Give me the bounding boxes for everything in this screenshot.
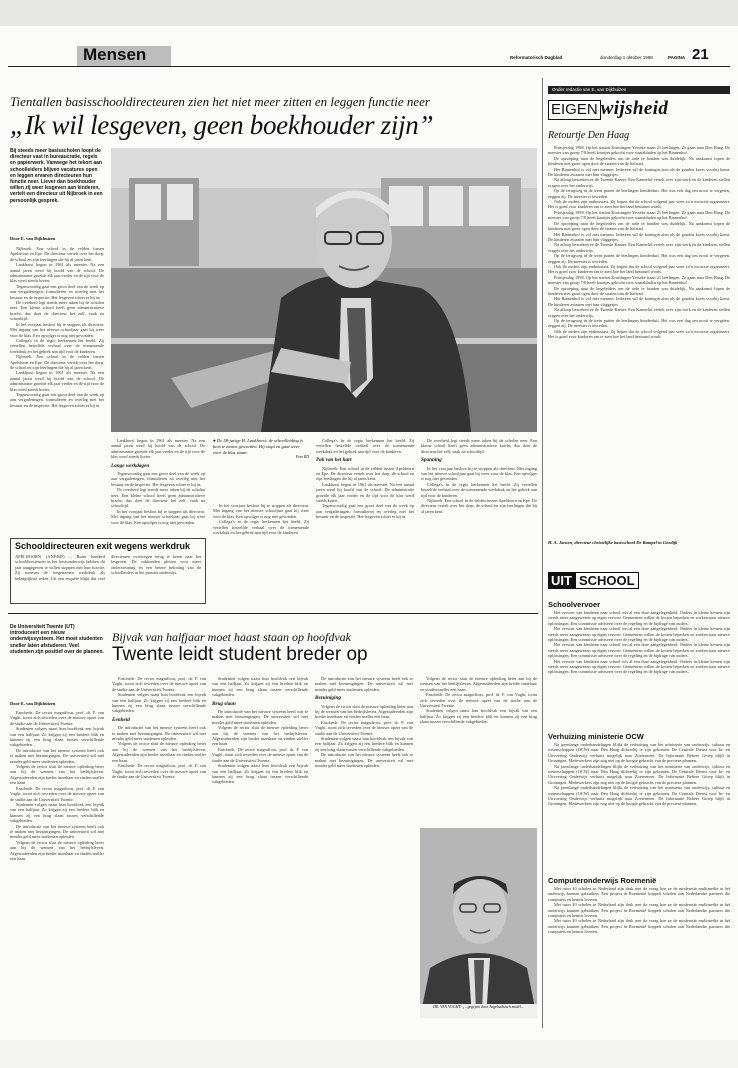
col1-para-17: Op de terugweg in de trein praten de leerlingen honderduit. Het was een dag om nooit te vergeten, zeggen zij. De meester is tevreden. xyxy=(548,318,730,329)
lead-para-5: In het voorjaar besloot hij te stoppen als directeur. Met ingang van het nieuwe schooljaar gaat hij weer voor de klas. Een opvolger is nog niet gevonden. xyxy=(10,321,104,338)
lead-para-2: Lankhorst begon in 1961 als meester. Na een aantal jaren werd hij hoofd van de school. De administratie groeide elk jaar verder en de tijd voor de klas werd steeds korter. xyxy=(10,262,104,284)
lead-para-3: Tegenwoordig gaat een groot deel van de week op aan vergaderingen, formulieren en overleg met het bestuur en de inspectie. Het lesgeven schiet er bij in. xyxy=(10,283,104,300)
second-kicker: Bijvak van halfjaar moet haast staan op hoofdvak xyxy=(112,630,351,644)
lead-col4-para-4: Tegenwoordig gaat een groot deel van de week op aan vergaderingen, formulieren en overleg met het bestuur en de inspectie. Het lesgeven schiet er bij in. xyxy=(316,503,414,520)
lead-headline: „Ik wil lesgeven, geen boekhouder zijn” xyxy=(10,110,434,140)
second-intro: De Universiteit Twente (UT) introduceert een nieuw onderwijssysteem. Het moet studenten sneller laten afstuderen. Veel studenten zijn positief over de plannen. xyxy=(10,624,104,655)
logo1-boxed: EIGEN xyxy=(548,100,601,120)
second-col1-para-6: Studenten volgen naast hun hoofdvak een bijvak van een halfjaar. Zo krijgen zij een bredere blik en kunnen zij een brug slaan tussen verschillende vakgebieden. xyxy=(10,801,104,824)
item2-para-2: Na jarenlange onderhandelingen blijkt de verhuizing van het ministerie van onderwijs, cultuur en wetenschappen (OCW) naar Den Haag dichterbij te zijn gekomen. De Centrale Dienst voor In- en Uitvoering Onderwijs verhuist mogelijk naar Zoetermeer. De Informatie Beheer Groep blijft in Groningen. Medewerkers zijn nog niet op de hoogte gebracht van de precieze plannen. xyxy=(548,763,730,785)
item1-para-4: Het vervoer van kinderen naar school wis al een dure aangelegenheid. Ouders in kleine kernen zijn steeds meer aangewezen op eigen vervoer. Gemeenten willen de kosten beperken en zoeken naar nieuwe oplossingen. Een commissie adviseert over de regeling en de bijdrage van ouders. xyxy=(548,658,730,675)
column-body xyxy=(548,145,730,535)
paper-name: Reformatorisch Dagblad xyxy=(510,55,563,60)
item3-title: Computeronderwijs Roemenië xyxy=(548,876,657,885)
second-col4-para-2: Volgens de rector sluit de nieuwe opleiding beter aan bij de wensen van het bedrijfsleven. Afgestudeerden zijn breder inzetbaar en vinden sneller een baan. xyxy=(315,703,413,720)
lead-col1 xyxy=(10,246,104,534)
col1-para-9: Het Binnenhof is vol met mensen. Iedereen wil de koningin zien als de gouden koets voorbij komt. De kinderen zwaaien met hun vlaggetjes. xyxy=(548,231,730,242)
second-col4-para-4: Studenten volgen naast hun hoofdvak een bijvak van een halfjaar. Zo krijgen zij een bredere blik en kunnen zij een brug slaan tussen verschillende vakgebieden. xyxy=(315,736,413,752)
second-col2-para-5: Enschede. De rector magnificus, prof. dr. F. van Vught, toont zich tevreden over de nieuwe opzet van de studie aan de Universiteit Twente. xyxy=(112,763,206,779)
box-text: APELDOORN (ANP/RD) – Ruim honderd schooldirecteuren in het basisonderwijs hebben dit jaar aangegeven te willen stoppen met hun functie. Zij noemen de toegenomen werkdruk als belangrijkste reden. Uit een enquête blijkt dat veel directeuren overwegen terug te keren naar het lesgeven. De vakbonden pleiten voor meer ondersteuning en een betere beloning van de schoolleiders in het primair onderwijs. xyxy=(15,554,201,581)
lead-col5-para-3: Collega's in de regio herkennen het beeld. Zij vertellen hetzelfde verhaal over de toenemende werkdruk en het gebrek aan tijd voor de kinderen. xyxy=(421,481,537,498)
masthead-rule xyxy=(8,66,730,67)
lead-para-3b: Tegenwoordig gaat een groot deel van de week op aan vergaderingen, formulieren en overleg met het bestuur en de inspectie. Het lesgeven schiet er bij in. xyxy=(10,391,104,408)
item1-title: Schoolvervoer xyxy=(548,600,601,609)
second-photo-caption: DR. VAN VUGHT: „...gegepen door Angelsaksisch model... xyxy=(420,1004,537,1018)
item2-title: Verhuizing ministerie OCW xyxy=(548,732,644,741)
second-col5-para-3: Studenten volgen naast hun hoofdvak een bijvak van een halfjaar. Zo krijgen zij een bredere blik en kunnen zij een brug slaan tussen verschillende vakgebieden. xyxy=(420,708,537,725)
logo2-rest: SCHOOL xyxy=(575,572,639,589)
lead-col4 xyxy=(316,438,414,600)
item3-para-2: Met ruim 40 scholen in Nederland zijn druk met de vraag hoe ze de modernste multimedia in het onderwijs kunnen gebruiken. Een project in Roemenië koppelt scholen aan Nederlandse partners die computers en kennis leveren. xyxy=(548,902,730,919)
lead-para-1b: Nijbroek. Een school in de velden tussen Apeldoorn en Epe. De directeur vertelt over het dorp, de school en zijn leerlingen die hij al jaren kent. xyxy=(10,354,104,370)
second-col4-para-1: De introductie van het nieuwe systeem heeft ook te maken met bezuinigingen. De universiteit wil met minder geld meer studenten opleiden. xyxy=(315,676,413,692)
subhead-brug-slaan: Brug slaan xyxy=(212,700,236,707)
second-col1-para-2: Studenten volgen naast hun hoofdvak een bijvak van een halfjaar. Zo krijgen zij een bredere blik en kunnen zij een brug slaan tussen verschillende vakgebieden. xyxy=(10,726,104,748)
item1-para-2: Het vervoer van kinderen naar school wis al een dure aangelegenheid. Ouders in kleine kernen zijn steeds meer aangewezen op eigen vervoer. Gemeenten willen de kosten beperken en zoeken naar nieuwe oplossingen. Een commissie adviseert over de regeling en de bijdrage van ouders. xyxy=(548,626,730,643)
second-col5 xyxy=(420,676,537,822)
section-title: Mensen xyxy=(83,45,147,64)
lead-para-4: De overheid legt steeds meer taken bij de scholen neer. Een kleine school heeft geen administratieve kracht, dus doet de directeur het zelf, vaak na schooltijd. xyxy=(10,300,104,322)
lead-col5-para-2: In het voorjaar besloot hij te stoppen als directeur. Met ingang van het nieuwe schooljaar gaat hij weer voor de klas. Een opvolger is nog niet gevonden. xyxy=(421,465,537,482)
logo2-boxed: UIT xyxy=(548,572,575,589)
second-col1-para-5: Enschede. De rector magnificus, prof. dr. F. van Vught, toont zich tevreden over de nieuwe opzet van de studie aan de Universiteit Twente. xyxy=(10,785,104,802)
second-col4-para-3: Enschede. De rector magnificus, prof. dr. F. van Vught, toont zich tevreden over de nieuwe opzet van de studie aan de Universiteit Twente. xyxy=(315,719,413,736)
man-portrait-image xyxy=(111,148,537,432)
second-col3-para-1: Studenten volgen naast hun hoofdvak een bijvak van een halfjaar. Zo krijgen zij een bredere blik en kunnen zij een brug slaan tussen verschillende vakgebieden. xyxy=(212,676,308,698)
uit-school-logo xyxy=(548,572,730,592)
lead-col2-para-3: De overheid legt steeds meer taken bij de scholen neer. Een kleine school heeft geen administratieve kracht, dus doet de directeur het zelf, vaak na schooltijd. xyxy=(111,487,205,509)
second-col2-para-4: Volgens de rector sluit de nieuwe opleiding beter aan bij de wensen van het bedrijfsleven. Afgestudeerden zijn breder inzetbaar en vinden sneller een baan. xyxy=(112,741,206,763)
second-col5-para-2: Enschede. De rector magnificus, prof. dr. F. van Vught, toont zich tevreden over de nieuwe opzet van de studie aan de Universiteit Twente. xyxy=(420,692,537,709)
second-col1-para-1: Enschede. De rector magnificus, prof. dr. F. van Vught, toont zich tevreden over de nieuwe opzet van de studie aan de Universiteit Twente. xyxy=(10,710,104,726)
caption-text: ● De 58-jarige H. Lankhorst: de schoolleiding is hem te zwaar geworden. Hij stopt en gaat weer voor de klas staan. xyxy=(213,438,304,455)
van-vught-portrait-image xyxy=(420,828,537,1018)
lead-col4-para-3: Lankhorst begon in 1961 als meester. Na een aantal jaren werd hij hoofd van de school. De administratie groeide elk jaar verder en de tijd voor de klas werd steeds korter. xyxy=(316,481,414,504)
col1-para-16: Na afloop bezoeken ze de Tweede Kamer. Een Kamerlid vertelt over zijn werk en de kinderen stellen vragen over het onderwijs. xyxy=(548,307,730,318)
second-col4-para-5: De introductie van het nieuwe systeem heeft ook te maken met bezuinigingen. De universiteit wil met minder geld meer studenten opleiden. xyxy=(315,752,413,769)
sidebar-tag: Onder redactie van E. van Dijkhuizen xyxy=(548,86,730,94)
col1-para-13: Prinsjesdag 1998. Op het station Kruisingen-Yerseke staan 21 leerlingen. Ze gaan naar Den Haag. De meester van groep 7/8 heeft kaartjes gekocht voor staatsbladen op het Binnenhof. xyxy=(548,274,730,286)
subhead-bezuiniging: Bezuiniging xyxy=(315,695,341,702)
lead-col5-para-1: De overheid legt steeds meer taken bij de scholen neer. Een kleine school heeft geen administratieve kracht, dus doet de directeur het zelf, vaak na schooltijd. xyxy=(421,438,537,454)
news-box xyxy=(10,538,206,604)
lead-col2-para-1: Lankhorst begon in 1961 als meester. Na een aantal jaren werd hij hoofd van de school. De administratie groeide elk jaar verder en de tijd voor de klas werd steeds korter. xyxy=(111,438,205,460)
subhead-spanning: Spanning xyxy=(421,457,442,464)
lead-col3-para-1: In het voorjaar besloot hij te stoppen als directeur. Met ingang van het nieuwe schooljaar gaat hij weer voor de klas. Een opvolger is nog niet gevonden. xyxy=(213,503,309,519)
logo1-rest: wijsheid xyxy=(600,98,669,119)
col1-para-11: Op de terugweg in de trein praten de leerlingen honderduit. Het was een dag om nooit te vergeten, zeggen zij. De meester is tevreden. xyxy=(548,253,730,264)
eigen-wijsheid-logo xyxy=(548,98,730,122)
second-col1-para-8: Volgens de rector sluit de nieuwe opleiding beter aan bij de wensen van het bedrijfsleven. Afgestudeerden zijn breder inzetbaar en vinden sneller een baan. xyxy=(10,839,104,861)
second-headline: Twente leidt student breder op xyxy=(112,644,368,665)
second-col1-para-3: De introductie van het nieuwe systeem heeft ook te maken met bezuinigingen. De universiteit wil met minder geld meer studenten opleiden. xyxy=(10,747,104,764)
second-col3-para-5: Studenten volgen naast hun hoofdvak een bijvak van een halfjaar. Zo krijgen zij een bredere blik en kunnen zij een brug slaan tussen verschillende vakgebieden. xyxy=(212,763,308,785)
lead-para-1: Nijbroek. Een school in de velden tussen Apeldoorn en Epe. De directeur vertelt over het dorp, de school en zijn leerlingen die hij al jaren kent. xyxy=(10,246,104,262)
second-col3-para-4: Enschede. De rector magnificus, prof. dr. F. van Vught, toont zich tevreden over de nieuwe opzet van de studie aan de Universiteit Twente. xyxy=(212,746,308,763)
second-byline: Door E. van Dijkhuizen xyxy=(10,701,56,706)
lead-col3 xyxy=(213,503,309,600)
lead-col5 xyxy=(421,438,537,600)
subhead-eenheid: Eenheid xyxy=(112,716,130,723)
second-col3-para-3: Volgens de rector sluit de nieuwe opleiding beter aan bij de wensen van het bedrijfsleven. Afgestudeerden zijn breder inzetbaar en vinden sneller een baan. xyxy=(212,725,308,747)
lead-col5-para-4: Nijbroek. Een school in de velden tussen Apeldoorn en Epe. De directeur vertelt over het dorp, de school en zijn leerlingen die hij al jaren kent. xyxy=(421,498,537,514)
second-col2-para-3: De introductie van het nieuwe systeem heeft ook te maken met bezuinigingen. De universiteit wil met minder geld meer studenten opleiden. xyxy=(112,725,206,742)
second-col1-para-4: Volgens de rector sluit de nieuwe opleiding beter aan bij de wensen van het bedrijfsleven. Afgestudeerden zijn breder inzetbaar en vinden sneller een baan. xyxy=(10,764,104,786)
lead-col3-para-2: Collega's in de regio herkennen het beeld. Zij vertellen hetzelfde verhaal over de toenemende werkdruk en het gebrek aan tijd voor de kinderen. xyxy=(213,519,309,536)
second-col5-para-1: Volgens de rector sluit de nieuwe opleiding beter aan bij de wensen van het bedrijfsleven. Afgestudeerden zijn breder inzetbaar en vinden sneller een baan. xyxy=(420,676,537,692)
col1-para-18: Ook de ouders zijn enthousiast. Zij hopen dat de school volgend jaar weer zo'n excursie organiseert. Het is goed voor kinderen om te zien hoe het land bestuurd wordt. xyxy=(548,328,730,340)
col1-para-4: Na afloop bezoeken ze de Tweede Kamer. Een Kamerlid vertelt over zijn werk en de kinderen stellen vragen over het onderwijs. xyxy=(548,177,730,188)
lead-byline: Door E. van Dijkhuizen xyxy=(10,236,56,241)
second-col4 xyxy=(315,676,413,1030)
second-col2-para-2: Studenten volgen naast hun hoofdvak een bijvak van een halfjaar. Zo krijgen zij een bredere blik en kunnen zij een brug slaan tussen verschillende vakgebieden. xyxy=(112,692,206,714)
col1-para-8: De oproeping naar de begeleiders om de orde te houden was duidelijk. Na aankomst lopen de kinderen met grote ogen door de straten van de hofstad. xyxy=(548,220,730,232)
item1-para-1: Het vervoer van kinderen naar school wis al een dure aangelegenheid. Ouders in kleine kernen zijn steeds meer aangewezen op eigen vervoer. Gemeenten willen de kosten beperken en zoeken naar nieuwe oplossingen. Een commissie adviseert over de regeling en de bijdrage van ouders. xyxy=(548,610,730,626)
lead-intro: Bij steeds meer basisscholen loopt de directeur vast in bureaucratie, regels en papierwerk. Vanwege het tekort aan schoolleiders blijven vacatures open en leggen ervaren directeuren hun functie neer. Liever dan boekhouder willen zij weer lesgeven aan kinderen, vertelt een directeur uit Nijbroek in een persoonlijk gesprek. xyxy=(10,148,103,204)
item3-text xyxy=(548,886,730,1018)
page-number: 21 xyxy=(692,46,709,63)
col1-para-12: Ook de ouders zijn enthousiast. Zij hopen dat de school volgend jaar weer zo'n excursie organiseert. Het is goed voor kinderen om te zien hoe het land bestuurd wordt. xyxy=(548,263,730,275)
item3-para-1: Met ruim 40 scholen in Nederland zijn druk met de vraag hoe ze de modernste multimedia in het onderwijs kunnen gebruiken. Een project in Roemenië koppelt scholen aan Nederlandse partners die computers en kennis leveren. xyxy=(548,886,730,902)
lead-photo xyxy=(111,148,537,432)
second-col1 xyxy=(10,710,104,1030)
item3-para-3: Met ruim 40 scholen in Nederland zijn druk met de vraag hoe ze de modernste multimedia in het onderwijs kunnen gebruiken. Een project in Roemenië koppelt scholen aan Nederlandse partners die computers en kennis leveren. xyxy=(548,918,730,935)
section-divider xyxy=(8,613,538,614)
lead-para-6: Collega's in de regio herkennen het beeld. Zij vertellen hetzelfde verhaal over de toenemende werkdruk en het gebrek aan tijd voor de kinderen. xyxy=(10,337,104,354)
col1-para-6: Ook de ouders zijn enthousiast. Zij hopen dat de school volgend jaar weer zo'n excursie organiseert. Het is goed voor kinderen om te zien hoe het land bestuurd wordt. xyxy=(548,199,730,210)
col1-para-2: De oproeping naar de begeleiders om de orde te houden was duidelijk. Na aankomst lopen de kinderen met grote ogen door de straten van de hofstad. xyxy=(548,155,730,167)
item2-text xyxy=(548,742,730,872)
second-col3 xyxy=(212,676,308,1030)
item2-para-1: Na jarenlange onderhandelingen blijkt de verhuizing van het ministerie van onderwijs, cultuur en wetenschappen (OCW) naar Den Haag dichterbij te zijn gekomen. De Centrale Dienst voor In- en Uitvoering Onderwijs verhuist mogelijk naar Zoetermeer. De Informatie Beheer Groep blijft in Groningen. Medewerkers zijn nog niet op de hoogte gebracht van de precieze plannen. xyxy=(548,742,730,764)
lead-col2-para-4: In het voorjaar besloot hij te stoppen als directeur. Met ingang van het nieuwe schooljaar gaat hij weer voor de klas. Een opvolger is nog niet gevonden. xyxy=(111,508,205,525)
second-col2 xyxy=(112,676,206,1030)
item1-para-3: Het vervoer van kinderen naar school wis al een dure aangelegenheid. Ouders in kleine kernen zijn steeds meer aangewezen op eigen vervoer. Gemeenten willen de kosten beperken en zoeken naar nieuwe oplossingen. Een commissie adviseert over de regeling en de bijdrage van ouders. xyxy=(548,642,730,659)
col1-para-10: Na afloop bezoeken ze de Tweede Kamer. Een Kamerlid vertelt over zijn werk en de kinderen stellen vragen over het onderwijs. xyxy=(548,242,730,253)
col1-para-1: Prinsjesdag 1998. Op het station Kruisingen-Yerseke staan 21 leerlingen. Ze gaan naar Den Haag. De meester van groep 7/8 heeft kaartjes gekocht voor staatsbladen op het Binnenhof. xyxy=(548,145,730,156)
lead-col4-para-2: Nijbroek. Een school in de velden tussen Apeldoorn en Epe. De directeur vertelt over het dorp, de school en zijn leerlingen die hij al jaren kent. xyxy=(316,465,414,482)
item1-text xyxy=(548,610,730,728)
issue-date: donderdag 1 oktober 1998 xyxy=(600,55,653,60)
lead-col2-para-2: Tegenwoordig gaat een groot deel van de week op aan vergaderingen, formulieren en overleg met het bestuur en de inspectie. Het lesgeven schiet er bij in. xyxy=(111,471,205,487)
box-title: Schooldirecteuren exit wegens werkdruk xyxy=(15,541,191,551)
item2-para-3: Na jarenlange onderhandelingen blijkt de verhuizing van het ministerie van onderwijs, cultuur en wetenschappen (OCW) naar Den Haag dichterbij te zijn gekomen. De Centrale Dienst voor In- en Uitvoering Onderwijs verhuist mogelijk naar Zoetermeer. De Informatie Beheer Groep blijft in Groningen. Medewerkers zijn nog niet op de hoogte gebracht van de precieze plannen. xyxy=(548,785,730,807)
second-col3-para-2: De introductie van het nieuwe systeem heeft ook te maken met bezuinigingen. De universiteit wil met minder geld meer studenten opleiden. xyxy=(212,709,308,725)
second-photo xyxy=(420,828,537,1018)
col1-para-14: De oproeping naar de begeleiders om de orde te houden was duidelijk. Na aankomst lopen de kinderen met grote ogen door de straten van de hofstad. xyxy=(548,285,730,296)
subhead-pak-van-het-hart: Pak van het hart xyxy=(316,457,352,464)
bottom-margin xyxy=(0,1040,738,1068)
lead-photo-caption xyxy=(213,438,309,498)
col1-signature: H. A. Jansen, directeur christelijke basisschool De Bampel in Goedijk xyxy=(548,540,678,545)
col1-title: Retourtje Den Haag xyxy=(548,130,630,141)
col1-para-15: Het Binnenhof is vol met mensen. Iedereen wil de koningin zien als de gouden koets voorbij komt. De kinderen zwaaien met hun vlaggetjes. xyxy=(548,296,730,307)
subhead-lange-werkdagen: Lange werkdagen xyxy=(111,462,150,469)
col1-para-7: Prinsjesdag 1998. Op het station Kruisingen-Yerseke staan 21 leerlingen. Ze gaan naar Den Haag. De meester van groep 7/8 heeft kaartjes gekocht voor staatsbladen op het Binnenhof. xyxy=(548,209,730,221)
sidebar-divider xyxy=(542,78,543,1028)
pagina-label: PAGINA xyxy=(668,55,686,60)
col1-para-5: Op de terugweg in de trein praten de leerlingen honderduit. Het was een dag om nooit te vergeten, zeggen zij. De meester is tevreden. xyxy=(548,188,730,199)
col1-para-3: Het Binnenhof is vol met mensen. Iedereen wil de koningin zien als de gouden koets voorbij komt. De kinderen zwaaien met hun vlaggetjes. xyxy=(548,166,730,178)
caption-credit: Foto RD xyxy=(295,455,309,460)
lead-col4-para-1: Collega's in de regio herkennen het beeld. Zij vertellen hetzelfde verhaal over de toenemende werkdruk en het gebrek aan tijd voor de kinderen. xyxy=(316,438,414,454)
second-col2-para-1: Enschede. De rector magnificus, prof. dr. F. van Vught, toont zich tevreden over de nieuwe opzet van de studie aan de Universiteit Twente. xyxy=(112,676,206,692)
lead-para-2b: Lankhorst begon in 1961 als meester. Na een aantal jaren werd hij hoofd van de school. De administratie groeide elk jaar verder en de tijd voor de klas werd steeds korter. xyxy=(10,370,104,392)
scan-margin xyxy=(0,0,738,26)
second-col1-para-7: De introductie van het nieuwe systeem heeft ook te maken met bezuinigingen. De universiteit wil met minder geld meer studenten opleiden. xyxy=(10,823,104,840)
lead-kicker: Tientallen basisschooldirecteuren zien het niet meer zitten en leggen functie neer xyxy=(10,94,430,109)
